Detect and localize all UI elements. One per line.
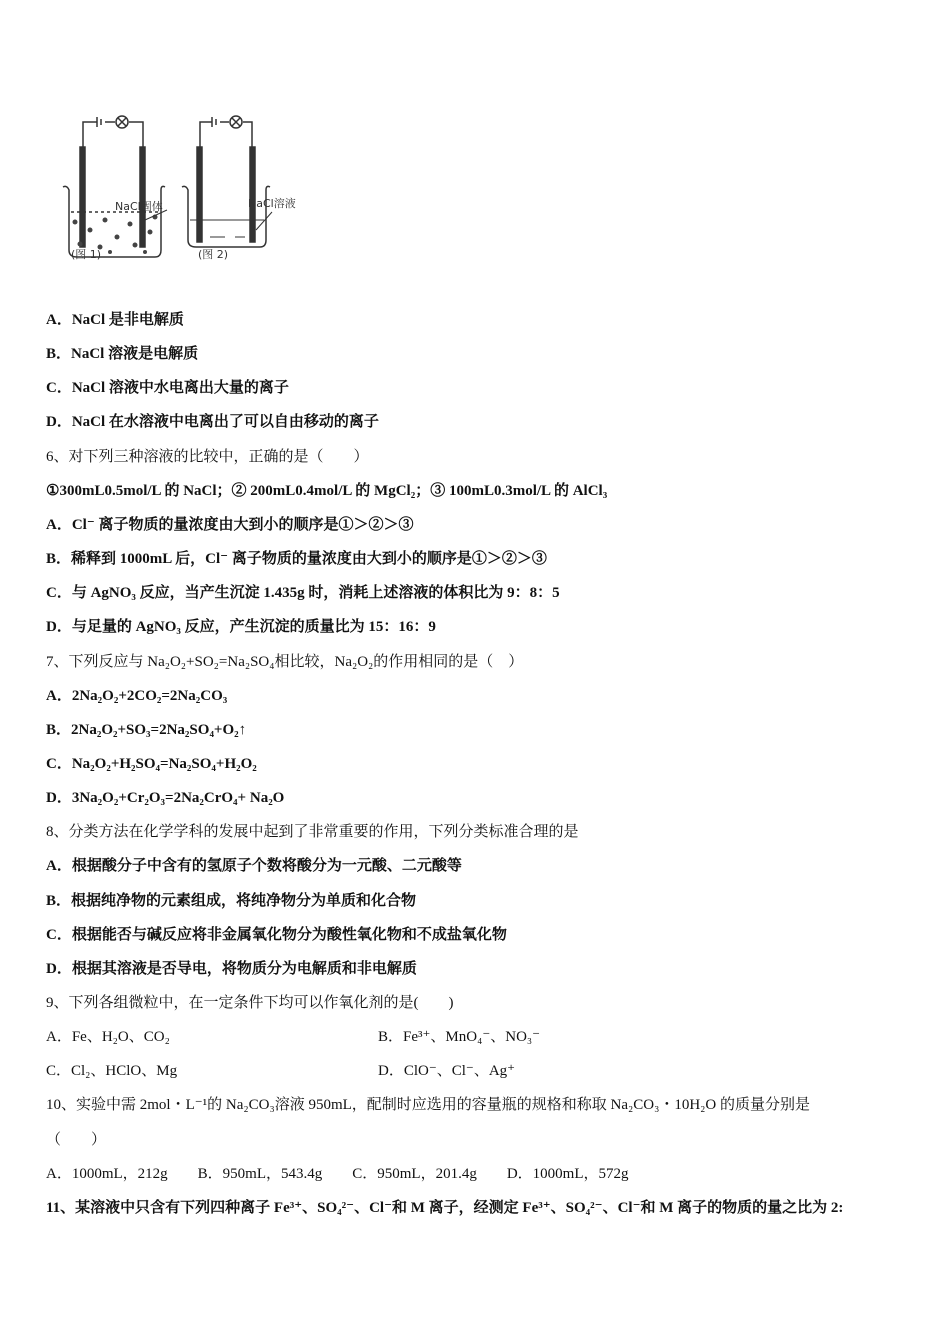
line-text: ①300mL0.5mol/L 的 NaCl；② 200mL0.4mol/L 的 MgCl₂；③ 100mL0.3mol/L 的 AlCl₃: [46, 482, 608, 499]
line-text: 11、某溶液中只含有下列四种离子 Fe³⁺、SO₄²⁻、Cl⁻和 M 离子，经测定 Fe³⁺、SO₄²⁻、Cl⁻和 M 离子的物质的量之比为 2:: [46, 1199, 844, 1216]
beaker-2-diagram: [182, 116, 272, 247]
electrolysis-figure: [55, 112, 315, 267]
line-text: D．3Na₂O₂+Cr₂O₃=2Na₂CrO₄+ Na₂O: [46, 790, 285, 807]
line-text: C．与 AgNO₃ 反应，当产生沉淀 1.435g 时，消耗上述溶液的体积比为 9：8：5: [46, 585, 560, 602]
label-nacl-solution: NaCl溶液: [248, 197, 296, 210]
text-line: [46, 652, 523, 672]
line-text: A．1000mL，212g B．950mL，543.4g C．950mL，201.4g D．1000mL，572g: [46, 1165, 629, 1182]
caption-figure-1: (图 1): [71, 248, 102, 261]
line-text: A．2Na₂O₂+2CO₂=2Na₂CO₃: [46, 687, 228, 704]
text-line: [46, 617, 436, 637]
text-line: [46, 925, 507, 945]
line-text: A．NaCl 是非电解质: [46, 312, 184, 328]
text-line: [46, 412, 379, 432]
line-text: 10、实验中需 2mol・L⁻¹的 Na₂CO₃溶液 950mL，配制时应选用的容量瓶的规格和称取 Na₂CO₃・10H₂O 的质量分别是: [46, 1097, 810, 1114]
line-text: A．根据酸分子中含有的氢原子个数将酸分为一元酸、二元酸等: [46, 858, 462, 875]
line-text: 7、下列反应与 Na₂O₂+SO₂=Na₂SO₄相比较，Na₂O₂的作用相同的是（ ）: [46, 653, 524, 670]
text-line: [46, 959, 417, 979]
text-line: [46, 344, 198, 364]
text-line: [46, 481, 607, 501]
line-text: B．根据纯净物的元素组成，将纯净物分为单质和化合物: [46, 892, 417, 909]
text-line: [46, 1164, 629, 1184]
line-text: B．2Na₂O₂+SO₃=2Na₂SO₄+O₂↑: [46, 721, 247, 738]
line-text: C．Na₂O₂+H₂SO₄=Na₂SO₄+H₂O₂: [46, 755, 257, 772]
line-text: 6、对下列三种溶液的比较中，正确的是（ ）: [46, 448, 369, 465]
text-line: [46, 788, 284, 808]
text-line: [46, 1198, 843, 1218]
text-line: [46, 822, 579, 842]
text-line: [46, 1095, 810, 1115]
text-line: [46, 515, 414, 535]
line-text: D．NaCl 在水溶液中电离出了可以自由移动的离子: [46, 414, 379, 431]
line-text: A．Fe、H₂O、CO₂: [46, 1029, 170, 1046]
text-line: [46, 720, 246, 740]
line-text: B．稀释到 1000mL 后，Cl⁻ 离子物质的量浓度由大到小的顺序是①＞②＞③: [46, 551, 547, 568]
label-nacl-solid: NaCl固体: [115, 200, 163, 213]
line-text: C．Cl₂、HClO、Mg: [46, 1063, 178, 1080]
line-text-option-right: D．ClO⁻、Cl⁻、Ag⁺: [378, 1063, 516, 1080]
line-text: C．NaCl 溶液中水电离出大量的离子: [46, 380, 289, 397]
caption-figure-2: (图 2): [198, 248, 229, 261]
text-line: [46, 1027, 541, 1047]
line-text-option-right: B．Fe³⁺、MnO₄⁻、NO₃⁻: [378, 1029, 541, 1046]
text-line: [46, 310, 184, 330]
line-text: 8、分类方法在化学学科的发展中起到了非常重要的作用，下列分类标准合理的是: [46, 824, 579, 841]
line-text: （ ）: [46, 1131, 107, 1148]
line-text: C．根据能否与碱反应将非金属氧化物分为酸性氧化物和不成盐氧化物: [46, 926, 507, 943]
line-text: 9、下列各组微粒中，在一定条件下均可以作氧化剂的是( ): [46, 995, 454, 1011]
line-text: B．NaCl 溶液是电解质: [46, 346, 199, 363]
text-line: [46, 1130, 106, 1150]
text-line: [46, 1061, 516, 1081]
line-text: D．与足量的 AgNO₃ 反应，产生沉淀的质量比为 15：16：9: [46, 619, 436, 636]
line-text: A．Cl⁻ 离子物质的量浓度由大到小的顺序是①＞②＞③: [46, 516, 414, 533]
text-line: [46, 549, 547, 569]
text-line: [46, 856, 462, 876]
beaker-1-diagram: [63, 116, 167, 257]
text-line: [46, 378, 289, 398]
text-line: [46, 447, 369, 467]
text-line: [46, 686, 227, 706]
text-line: [46, 891, 416, 911]
line-text: D．根据其溶液是否导电，将物质分为电解质和非电解质: [46, 960, 417, 977]
text-line: [46, 583, 560, 603]
text-line: [46, 754, 257, 774]
text-line: [46, 993, 454, 1013]
